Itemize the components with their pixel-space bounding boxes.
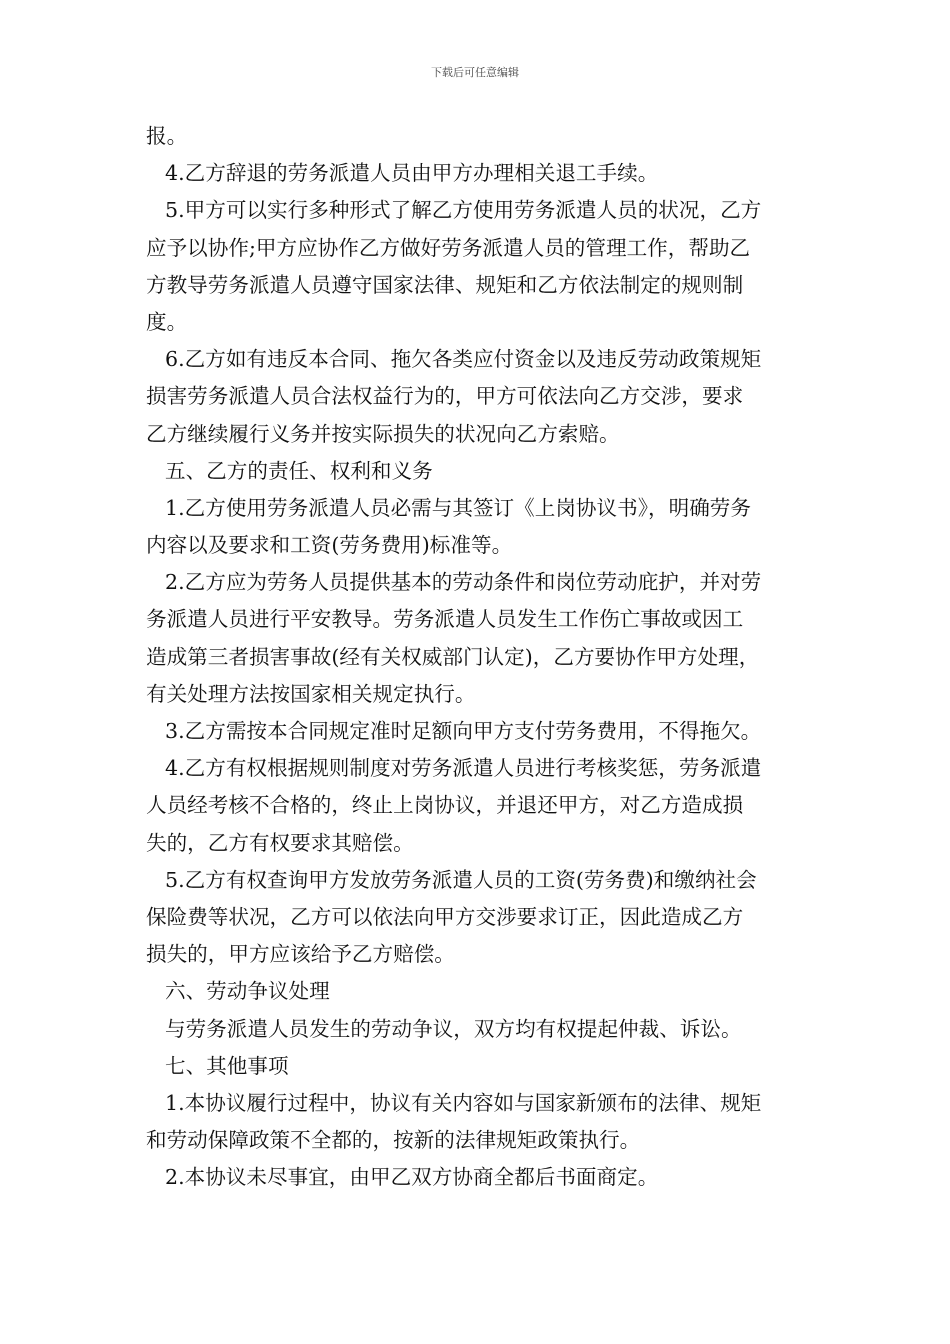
text-line: 4.乙方有权根据规则制度对劳务派遣人员进行考核奖惩，劳务派遣	[165, 756, 762, 781]
text-line: 损失的，甲方应该给予乙方赔偿。	[146, 942, 455, 967]
text-line: 和劳动保障政策不全都的，按新的法律规矩政策执行。	[146, 1128, 641, 1153]
text-line: 损害劳务派遣人员合法权益行为的，甲方可依法向乙方交涉，要求	[146, 384, 744, 409]
text-line: 内容以及要求和工资(劳务费用)标准等。	[146, 533, 513, 558]
text-line: 1.本协议履行过程中，协议有关内容如与国家新颁布的法律、规矩	[165, 1090, 762, 1115]
text-line: 方教导劳务派遣人员遵守国家法律、规矩和乙方依法制定的规则制	[146, 272, 744, 297]
text-line: 4.乙方辞退的劳务派遣人员由甲方办理相关退工手续。	[165, 161, 659, 186]
text-line: 有关处理方法按国家相关规定执行。	[146, 681, 476, 706]
text-line: 1.乙方使用劳务派遣人员必需与其签订《上岗协议书》，明确劳务	[165, 495, 751, 520]
text-line: 报。	[146, 124, 188, 148]
text-line: 3.乙方需按本合同规定准时足额向甲方支付劳务费用，不得拖欠。	[165, 719, 762, 743]
text-line: 5.乙方有权查询甲方发放劳务派遣人员的工资(劳务费)和缴纳社会	[165, 867, 757, 892]
text-line: 与劳务派遣人员发生的劳动争议，双方均有权提起仲裁、诉讼。	[165, 1016, 742, 1041]
text-line: 人员经考核不合格的，终止上岗协议，并退还甲方，对乙方造成损	[146, 793, 744, 818]
text-line: 保险费等状况，乙方可以依法向甲方交涉要求订正，因此造成乙方	[146, 904, 744, 929]
text-line: 造成第三者损害事故(经有关权威部门认定)，乙方要协作甲方处理，	[146, 644, 760, 669]
text-line: 6.乙方如有违反本合同、拖欠各类应付资金以及违反劳动政策规矩	[165, 347, 762, 372]
text-line: 六、劳动争议处理	[165, 979, 330, 1004]
text-line: 度。	[146, 309, 188, 334]
page-header: 下载后可任意编辑	[431, 66, 519, 79]
text-line: 务派遣人员进行平安教导。劳务派遣人员发生工作伤亡事故或因工	[146, 607, 744, 632]
text-line: 2.乙方应为劳务人员提供基本的劳动条件和岗位劳动庇护，并对劳	[165, 570, 762, 595]
text-line: 五、乙方的责任、权利和义务	[165, 458, 433, 483]
text-line: 七、其他事项	[165, 1053, 289, 1078]
document-body	[146, 118, 811, 1196]
text-line: 5.甲方可以实行多种形式了解乙方使用劳务派遣人员的状况，乙方	[165, 198, 762, 223]
text-line: 失的，乙方有权要求其赔偿。	[146, 830, 414, 855]
text-line: 2.本协议未尽事宜，由甲乙双方协商全都后书面商定。	[165, 1165, 659, 1190]
text-line: 应予以协作;甲方应协作乙方做好劳务派遣人员的管理工作，帮助乙	[146, 235, 751, 260]
text-line: 乙方继续履行义务并按实际损失的状况向乙方索赔。	[146, 421, 620, 446]
